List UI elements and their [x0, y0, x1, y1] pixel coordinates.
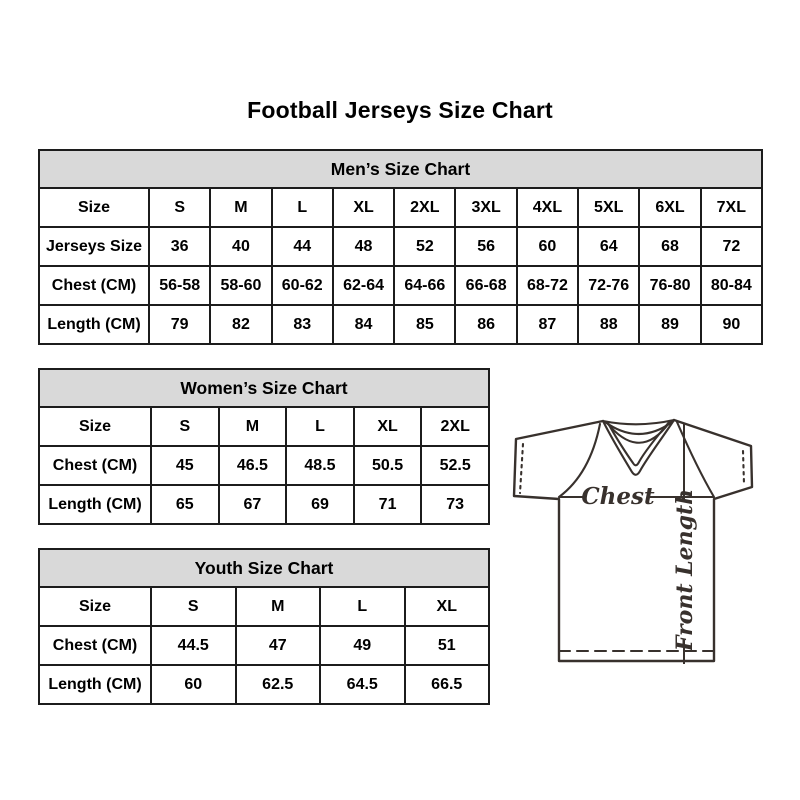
table-cell: 56-58 — [149, 266, 210, 305]
table-cell: 51 — [405, 626, 490, 665]
table-cell: 52 — [394, 227, 455, 266]
table-header-row — [39, 150, 762, 188]
table-cell: 65 — [151, 485, 219, 524]
table-cell: 80-84 — [701, 266, 762, 305]
table-cell: M — [219, 407, 287, 446]
row-label: Length (CM) — [39, 485, 151, 524]
table-row — [39, 626, 489, 665]
table-cell: 60 — [517, 227, 578, 266]
table-row — [39, 665, 489, 704]
table-cell: 4XL — [517, 188, 578, 227]
table-cell: 40 — [210, 227, 271, 266]
youth-size-chart-table — [38, 548, 490, 705]
row-label: Chest (CM) — [39, 446, 151, 485]
table-cell: 60 — [151, 665, 236, 704]
table-cell: XL — [354, 407, 422, 446]
table-row — [39, 446, 489, 485]
table-cell: 62-64 — [333, 266, 394, 305]
table-cell: M — [236, 587, 321, 626]
table-cell: 47 — [236, 626, 321, 665]
row-label: Chest (CM) — [39, 266, 149, 305]
table-row — [39, 305, 762, 344]
table-header-row — [39, 549, 489, 587]
table-cell: 45 — [151, 446, 219, 485]
table-cell: S — [151, 407, 219, 446]
table-cell: 44.5 — [151, 626, 236, 665]
table-cell: 89 — [639, 305, 700, 344]
table-cell: 64.5 — [320, 665, 405, 704]
table-cell: 90 — [701, 305, 762, 344]
table-row — [39, 407, 489, 446]
table-cell: 2XL — [421, 407, 489, 446]
table-row — [39, 587, 489, 626]
table-cell: 76-80 — [639, 266, 700, 305]
table-row — [39, 266, 762, 305]
table-cell: 68 — [639, 227, 700, 266]
right-cuff-stitch-line — [743, 451, 744, 484]
table-row — [39, 188, 762, 227]
table-cell: 72-76 — [578, 266, 639, 305]
jersey-outline — [514, 420, 752, 661]
table-row — [39, 227, 762, 266]
table-section-header: Youth Size Chart — [39, 549, 489, 587]
table-cell: S — [149, 188, 210, 227]
table-header-row — [39, 369, 489, 407]
table-cell: 84 — [333, 305, 394, 344]
table-cell: 56 — [455, 227, 516, 266]
table-cell: 44 — [272, 227, 333, 266]
table-cell: 3XL — [455, 188, 516, 227]
table-cell: L — [320, 587, 405, 626]
table-cell: 46.5 — [219, 446, 287, 485]
chest-label: Chest — [581, 483, 655, 510]
table-cell: 5XL — [578, 188, 639, 227]
table-section-header: Men’s Size Chart — [39, 150, 762, 188]
table-cell: 62.5 — [236, 665, 321, 704]
table-row — [39, 485, 489, 524]
table-cell: 73 — [421, 485, 489, 524]
table-cell: 82 — [210, 305, 271, 344]
row-label: Size — [39, 407, 151, 446]
table-cell: 87 — [517, 305, 578, 344]
jersey-diagram-svg — [500, 400, 772, 676]
row-label: Length (CM) — [39, 305, 149, 344]
table-cell: 7XL — [701, 188, 762, 227]
row-label: Size — [39, 587, 151, 626]
row-label: Jerseys Size — [39, 227, 149, 266]
table-section-header: Women’s Size Chart — [39, 369, 489, 407]
table-cell: 66.5 — [405, 665, 490, 704]
table-cell: 71 — [354, 485, 422, 524]
table-cell: 68-72 — [517, 266, 578, 305]
table-cell: 52.5 — [421, 446, 489, 485]
table-cell: 79 — [149, 305, 210, 344]
table-cell: 60-62 — [272, 266, 333, 305]
table-cell: 67 — [219, 485, 287, 524]
table-cell: XL — [333, 188, 394, 227]
table-cell: 48 — [333, 227, 394, 266]
row-label: Length (CM) — [39, 665, 151, 704]
table-cell: XL — [405, 587, 490, 626]
table-cell: 64-66 — [394, 266, 455, 305]
table-cell: M — [210, 188, 271, 227]
table-cell: 2XL — [394, 188, 455, 227]
front-length-label: Front Length — [672, 488, 698, 652]
table-cell: S — [151, 587, 236, 626]
jersey-right-sleeve-seam — [677, 422, 714, 497]
jersey-measurement-diagram — [500, 400, 772, 676]
table-cell: L — [286, 407, 354, 446]
table-cell: 64 — [578, 227, 639, 266]
page-title: Football Jerseys Size Chart — [247, 97, 553, 123]
table-cell: 36 — [149, 227, 210, 266]
table-cell: 88 — [578, 305, 639, 344]
table-cell: 83 — [272, 305, 333, 344]
womens-size-chart-table — [38, 368, 490, 525]
table-cell: 66-68 — [455, 266, 516, 305]
table-cell: 58-60 — [210, 266, 271, 305]
table-cell: 50.5 — [354, 446, 422, 485]
row-label: Chest (CM) — [39, 626, 151, 665]
left-cuff-stitch-line — [520, 444, 523, 493]
jersey-collar-top-edge — [603, 420, 674, 424]
table-cell: 48.5 — [286, 446, 354, 485]
table-cell: 85 — [394, 305, 455, 344]
table-cell: 69 — [286, 485, 354, 524]
table-cell: 86 — [455, 305, 516, 344]
table-cell: 6XL — [639, 188, 700, 227]
mens-size-chart-table — [38, 149, 763, 345]
table-cell: 72 — [701, 227, 762, 266]
table-cell: L — [272, 188, 333, 227]
row-label: Size — [39, 188, 149, 227]
table-cell: 49 — [320, 626, 405, 665]
